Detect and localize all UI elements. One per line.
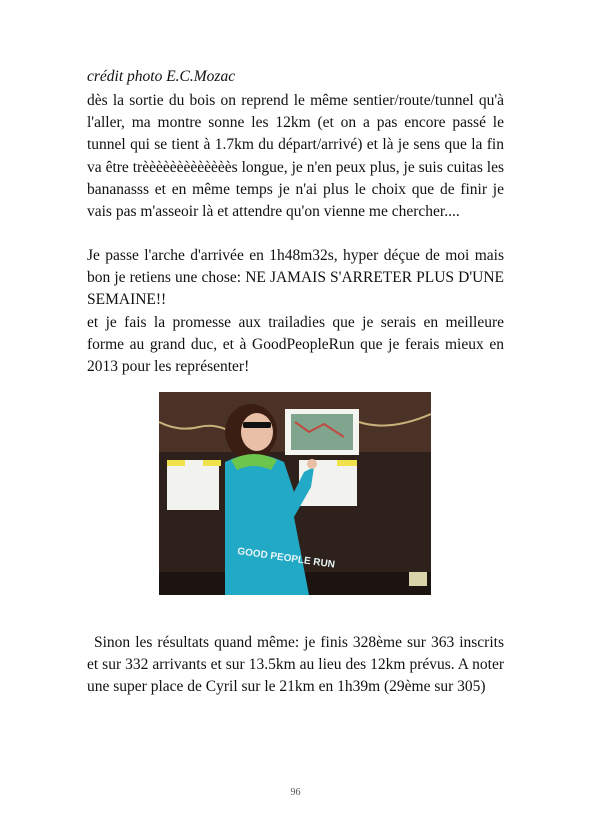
paragraph-2: Je passe l'arche d'arrivée en 1h48m32s, hyper déçue de moi mais bon je retiens une chose: NE JAMAIS S'ARRETER PLUS D'UNE SEMAINE!! — [87, 247, 504, 309]
runner-photo-illustration — [159, 392, 431, 595]
photo-credit: crédit photo E.C.Mozac — [87, 68, 236, 85]
paragraph-3: et je fais la promesse aux trailadies que je serais en meilleure forme au grand duc, et à GoodPeopleRun que je ferais mieux en 2013 pour les représenter! — [87, 314, 504, 376]
paragraph-1: dès la sortie du bois on reprend le même sentier/route/tunnel qu'à l'aller, ma montre sonne les 12km (et on a pas encore passé le tunnel qui se tient à 1.7km du départ/arrivé) et là je sens que la fin va être trèèèèèèèèèèèèès longue, je n'en peux plus, je suis cuitas les bananasss et en même temps je n'ai plus le choix que de finir je vais pas m'asseoir là et attendre qu'on vienne me chercher.... — [87, 92, 504, 221]
runner-photo — [159, 392, 431, 595]
shirt-logo-text: GOOD PEOPLE RUN — [236, 546, 336, 571]
paragraph-4: Sinon les résultats quand même: je finis 328ème sur 363 inscrits et sur 332 arrivants et sur 13.5km au lieu des 12km prévus. A noter une super place de Cyril sur le 21km en 1h39m (29ème sur 305) — [87, 634, 504, 696]
page-number: 96 — [290, 787, 301, 798]
